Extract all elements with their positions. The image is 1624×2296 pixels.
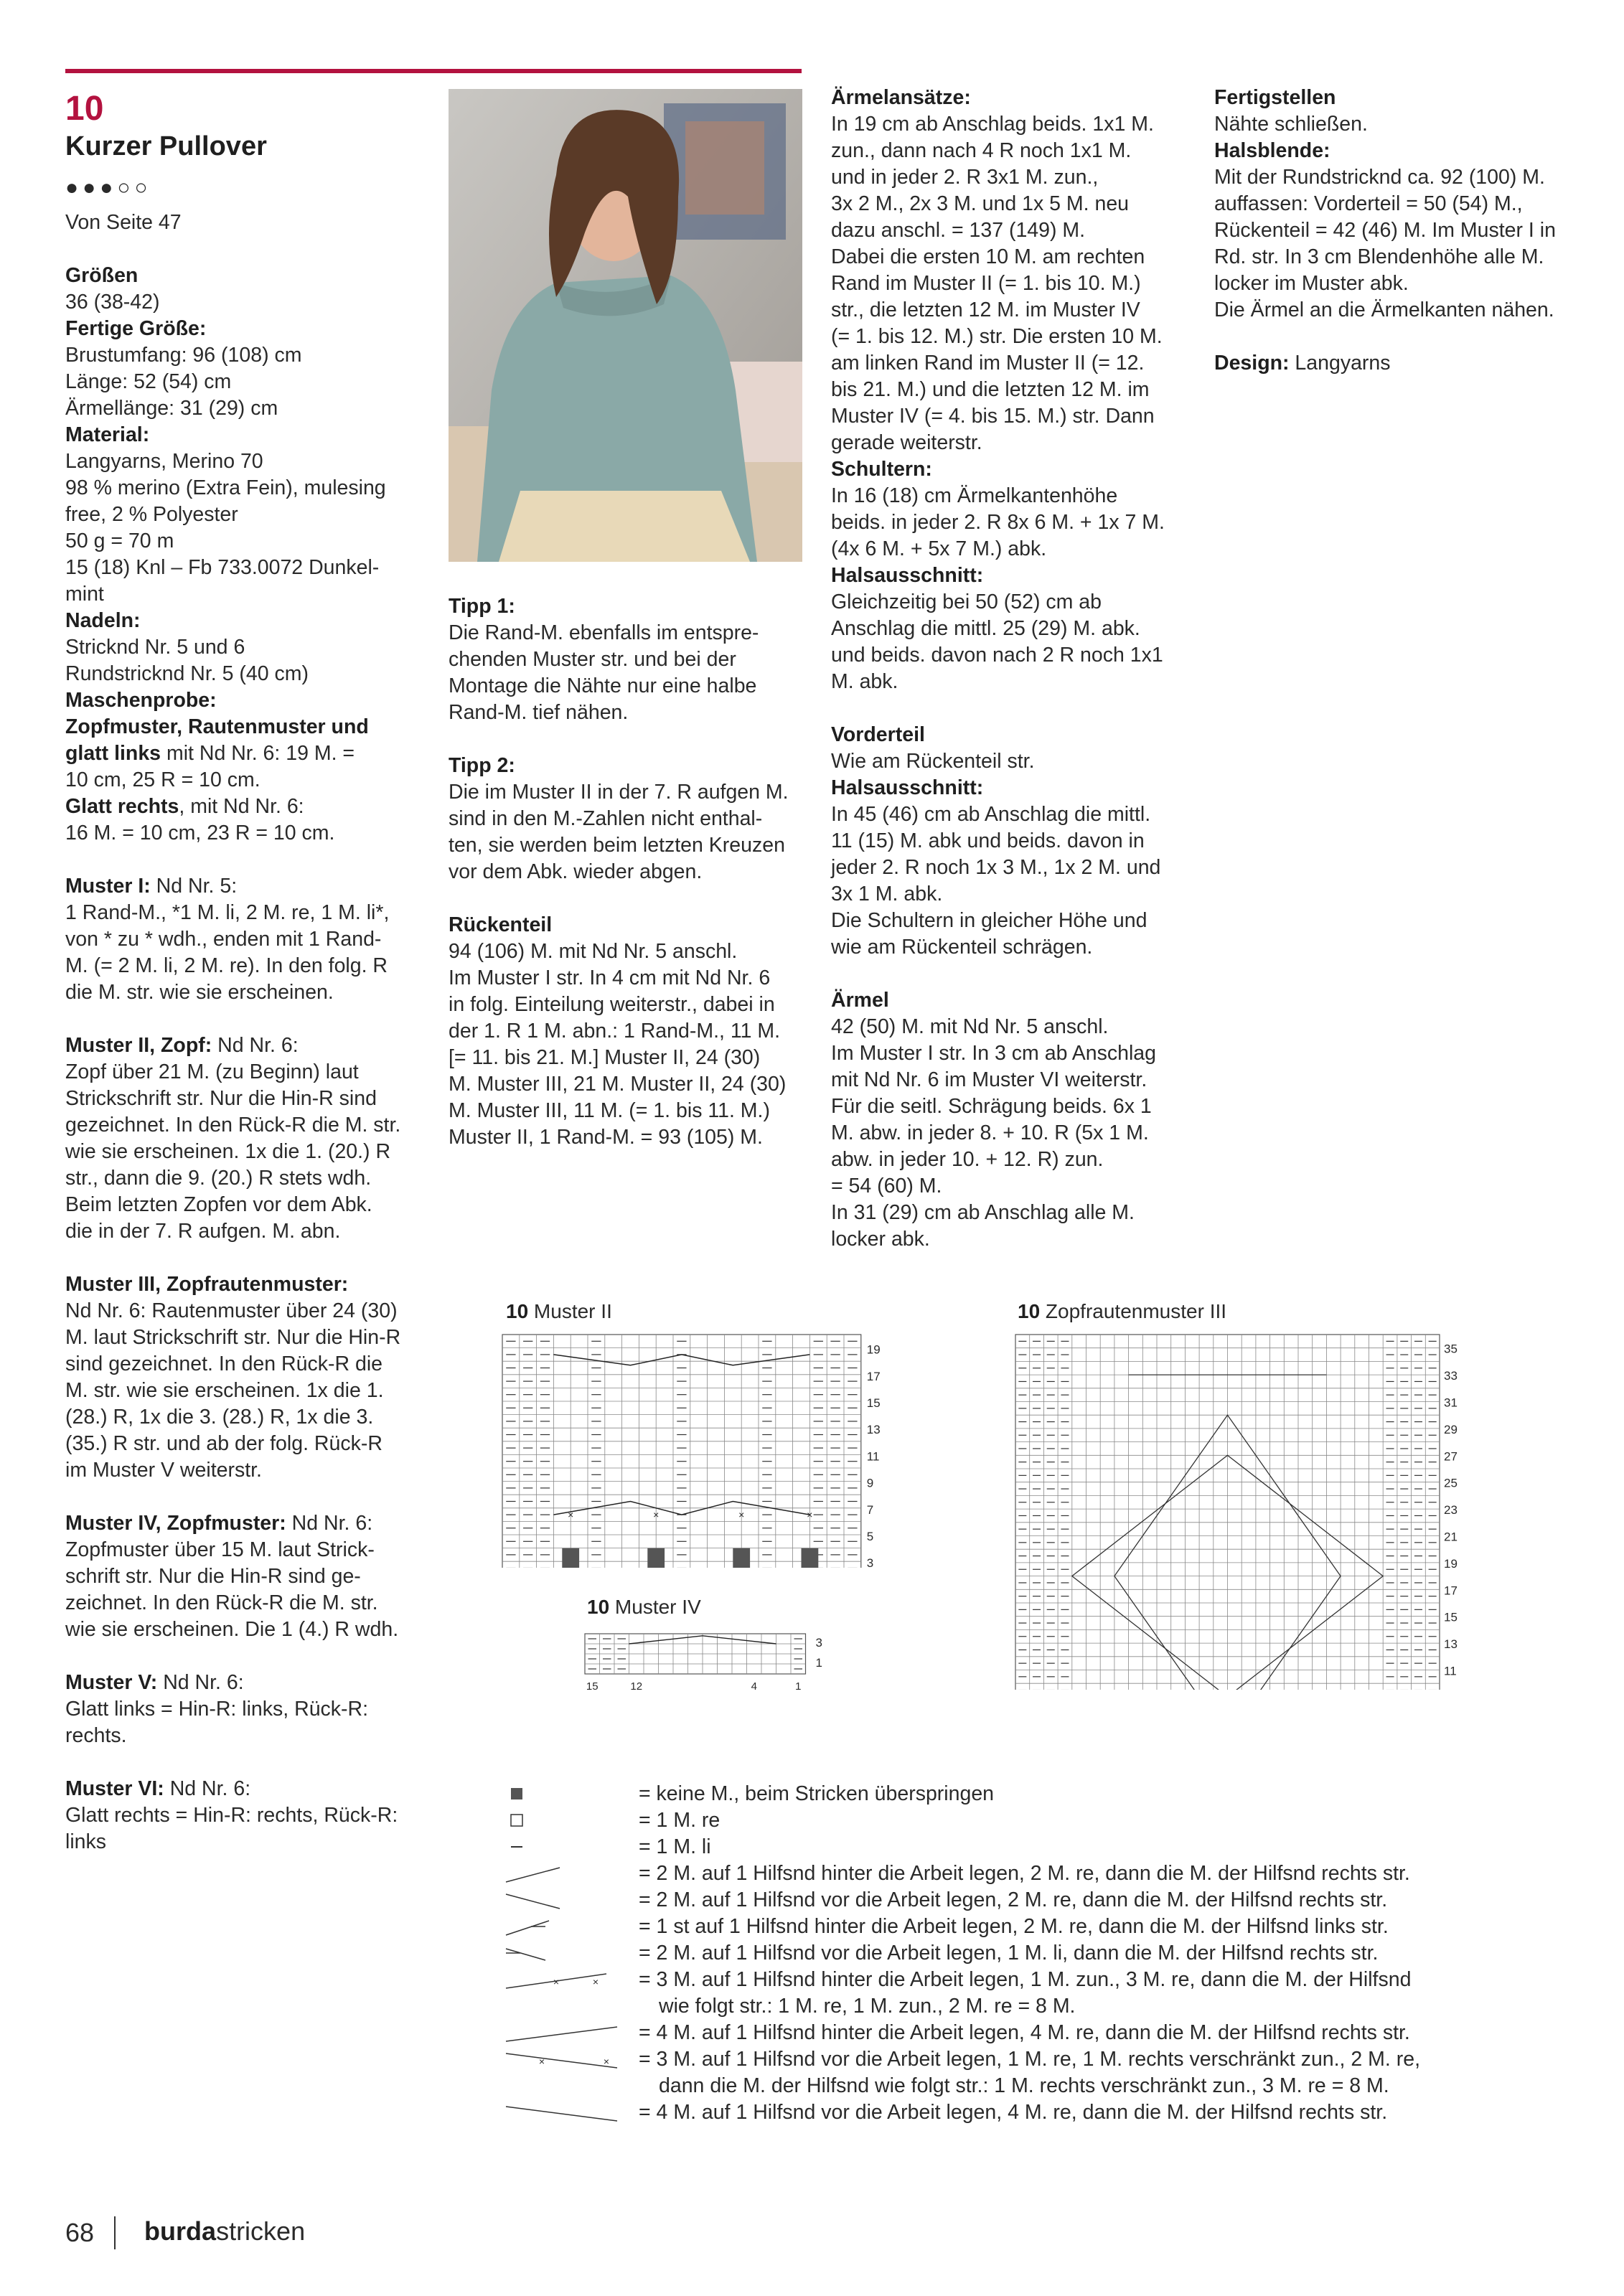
legend-text: = 3 M. auf 1 Hilfsnd vor die Arbeit legen, 1 M. re, 1 M. rechts verschränkt zun., 2 M. re,: [639, 2048, 1420, 2071]
back-heading: Rückenteil: [449, 913, 553, 936]
text-line: In 16 (18) cm Ärmelkantenhöhe: [831, 484, 1118, 507]
col-number: 1: [795, 1680, 802, 1693]
legend-text: = 1 M. re: [639, 1809, 721, 1832]
col-number: 4: [751, 1680, 757, 1693]
text-line: In 19 cm ab Anschlag beids. 1x1 M.: [831, 113, 1154, 136]
increase-mark: ×: [592, 1976, 599, 1987]
text-line: M. Muster III, 11 M. (= 1. bis 11. M.): [449, 1099, 770, 1122]
text-line: M. Muster III, 21 M. Muster II, 24 (30): [449, 1073, 787, 1096]
increase-mark: ×: [553, 1976, 560, 1987]
legend-text: = keine M., beim Stricken überspringen: [639, 1782, 995, 1805]
chart-m3-title: 10 Zopfrautenmuster III: [1018, 1300, 1227, 1322]
text-line: 1 Rand-M., *1 M. li, 2 M. re, 1 M. li*,: [65, 901, 390, 924]
text-line: M. (= 2 M. li, 2 M. re). In den folg. R: [65, 954, 388, 977]
finish-text: [1214, 111, 1573, 138]
design-text: Langyarns: [1289, 352, 1391, 375]
sleeves-text: [831, 1014, 1190, 1253]
row-number: 11: [866, 1449, 880, 1464]
increase-mark: ×: [653, 1509, 660, 1521]
gauge-text-2: mit Nd Nr. 6: 19 M. =: [161, 742, 355, 765]
text-line: Rückenteil = 42 (46) M. Im Muster I in: [1214, 219, 1556, 242]
legend-row: [502, 1887, 1521, 1914]
legend-symbol: [502, 2046, 632, 2073]
text-line: wie sie erscheinen. Die 1 (4.) R wdh.: [65, 1618, 399, 1641]
text-line: 98 % merino (Extra Fein), mulesing: [65, 476, 386, 499]
text-line: locker im Muster abk.: [1214, 272, 1409, 295]
text-line: free, 2 % Polyester: [65, 503, 238, 526]
row-number: 35: [1444, 1342, 1458, 1356]
row-number: 3: [815, 1636, 822, 1650]
legend-row: [502, 1781, 1521, 1807]
text-line: abw. in jeder 10. + 12. R) zun.: [831, 1148, 1104, 1171]
chart-grid-frame: [502, 1335, 861, 1568]
text-line: 3x 2 M., 2x 3 M. und 1x 5 M. neu: [831, 192, 1130, 215]
no-stitch-block: [802, 1548, 819, 1568]
row-number: 31: [1444, 1396, 1458, 1410]
text-line: wie sie erscheinen. 1x die 1. (20.) R: [65, 1140, 391, 1163]
text-line: rechts.: [65, 1724, 127, 1747]
no-stitch-block: [733, 1548, 750, 1568]
legend-symbol: [502, 1807, 632, 1834]
gauge-bold-1: Zopfmuster, Rautenmuster und: [65, 715, 369, 738]
shoulders-heading: Schultern:: [831, 458, 932, 481]
text-line: Im Muster I str. In 3 cm ab Anschlag: [831, 1042, 1157, 1065]
col-number: 12: [630, 1680, 643, 1693]
legend-symbol: [502, 2020, 632, 2046]
legend-symbol: [502, 1781, 632, 1807]
text-line: Anschlag die mittl. 25 (29) M. abk.: [831, 617, 1140, 640]
muster5-heading: Muster V:: [65, 1671, 158, 1694]
row-number: 17: [866, 1369, 881, 1383]
finished-list: [65, 342, 424, 422]
sizes-text: 36 (38-42): [65, 291, 160, 314]
pattern-title: Kurzer Pullover: [65, 131, 267, 161]
chart-legend: [502, 1781, 1521, 2126]
legend-text: = 2 M. auf 1 Hilfsnd vor die Arbeit legen, 1 M. li, dann die M. der Hilfsnd rechts str.: [639, 1942, 1379, 1965]
text-line: Länge: 52 (54) cm: [65, 370, 232, 393]
text-line: Die Rand-M. ebenfalls im entspre-: [449, 621, 759, 644]
legend-text: = 1 M. li: [639, 1835, 711, 1858]
legend-symbol: [502, 2073, 632, 2099]
legend-symbol: [502, 1967, 632, 1993]
cable-symbol: [506, 1868, 560, 1882]
front-text: [831, 748, 1190, 775]
row-number: 3: [866, 1556, 874, 1568]
material-heading: Material:: [65, 423, 150, 446]
text-line: und in jeder 2. R 3x1 M. zun.,: [831, 166, 1099, 189]
muster2-text: [65, 1059, 424, 1245]
muster6-text: [65, 1802, 424, 1855]
muster4-text: [65, 1537, 424, 1643]
gauge-text-5: 16 M. = 10 cm, 23 R = 10 cm.: [65, 822, 335, 844]
legend-symbol: [502, 1914, 632, 1940]
text-line: In 45 (46) cm ab Anschlag die mittl.: [831, 803, 1151, 826]
cable-symbol: [506, 2027, 617, 2041]
text-line: vor dem Abk. wieder abgen.: [449, 860, 703, 883]
legend-row: [502, 1914, 1521, 1940]
cable-symbol: [506, 2053, 617, 2068]
text-line: Die im Muster II in der 7. R aufgen M.: [449, 781, 789, 804]
knit-symbol: [511, 1815, 522, 1826]
sleeve-set-text: [831, 111, 1190, 456]
row-number: 19: [1444, 1556, 1458, 1571]
legend-row: [502, 2073, 1521, 2099]
text-line: Rundstricknd Nr. 5 (40 cm): [65, 662, 309, 685]
from-page: Von Seite 47: [65, 211, 182, 234]
text-line: (28.) R, 1x die 3. (28.) R, 1x die 3.: [65, 1406, 374, 1429]
row-number: 5: [866, 1530, 874, 1543]
text-line: 11 (15) M. abk und beids. davon in: [831, 829, 1145, 852]
text-line: dazu anschl. = 137 (149) M.: [831, 219, 1086, 242]
text-line: M. str. wie sie erscheinen. 1x die 1.: [65, 1379, 384, 1402]
increase-mark: ×: [738, 1509, 745, 1521]
text-line: 94 (106) M. mit Nd Nr. 5 anschl.: [449, 940, 738, 963]
text-line: (35.) R str. und ab der folg. Rück-R: [65, 1432, 382, 1455]
text-line: beids. in jeder 2. R 8x 6 M. + 1x 7 M.: [831, 511, 1165, 534]
chart-m2-title: 10 Muster II: [506, 1300, 612, 1322]
design-heading: Design:: [1214, 352, 1290, 375]
legend-symbol: [502, 1940, 632, 1967]
sleeve-set-heading: Ärmelansätze:: [831, 86, 971, 109]
text-line: die M. str. wie sie erscheinen.: [65, 981, 334, 1004]
text-line: Glatt links = Hin-R: links, Rück-R:: [65, 1698, 369, 1721]
muster2-needle: Nd Nr. 6:: [212, 1034, 299, 1057]
row-number: 33: [1444, 1369, 1458, 1383]
difficulty-rating: ●●●○○: [65, 176, 152, 199]
sleeves-heading: Ärmel: [831, 989, 889, 1012]
text-line: locker abk.: [831, 1228, 930, 1251]
text-line: Rand im Muster II (= 1. bis 10. M.): [831, 272, 1141, 295]
chart-muster-3: [1008, 1331, 1503, 1690]
text-line: Rd. str. In 3 cm Blendenhöhe alle M.: [1214, 245, 1544, 268]
no-stitch-symbol: [511, 1788, 522, 1799]
column-4: [1214, 85, 1573, 377]
text-line: str., dann die 9. (20.) R stets wdh.: [65, 1167, 372, 1190]
model-photo: [449, 89, 802, 562]
chart-m4-title: 10 Muster IV: [587, 1596, 701, 1618]
legend-symbol: [502, 1887, 632, 1914]
band-text: [1214, 164, 1573, 324]
row-number: 19: [866, 1342, 881, 1357]
row-number: 27: [1444, 1449, 1458, 1464]
text-line: Nähte schließen.: [1214, 113, 1368, 136]
finished-heading: Fertige Größe:: [65, 317, 207, 340]
finish-heading: Fertigstellen: [1214, 86, 1336, 109]
cable-symbol: [506, 2107, 617, 2121]
back-text: [449, 938, 807, 1151]
legend-symbol: [502, 2099, 632, 2126]
tip2-text: [449, 779, 807, 885]
legend-row: [502, 1860, 1521, 1887]
column-3: [831, 85, 1190, 1253]
text-line: wie am Rückenteil schrägen.: [831, 936, 1093, 959]
text-line: str., die letzten 12 M. im Muster IV: [831, 298, 1140, 321]
text-line: Im Muster I str. In 4 cm mit Nd Nr. 6: [449, 966, 771, 989]
no-stitch-block: [647, 1548, 665, 1568]
legend-row: [502, 1967, 1521, 1993]
front-neck-text: [831, 801, 1190, 961]
text-line: 15 (18) Knl – Fb 733.0072 Dunkel-: [65, 556, 380, 579]
text-line: mint: [65, 583, 104, 606]
text-line: Mit der Rundstricknd ca. 92 (100) M.: [1214, 166, 1545, 189]
legend-row: [502, 1940, 1521, 1967]
text-line: gerade weiterstr.: [831, 431, 982, 454]
text-line: Muster IV (= 4. bis 15. M.) str. Dann: [831, 405, 1155, 428]
header-rule: [65, 69, 802, 73]
text-line: = 54 (60) M.: [831, 1175, 942, 1198]
text-line: chenden Muster str. und bei der: [449, 648, 736, 671]
chart-muster-2: [495, 1331, 897, 1568]
cable-symbol: [506, 1894, 560, 1909]
legend-row: [502, 2020, 1521, 2046]
legend-text: = 3 M. auf 1 Hilfsnd hinter die Arbeit legen, 1 M. zun., 3 M. re, dann die M. der Hilfsnd: [639, 1968, 1412, 1991]
legend-text: = 2 M. auf 1 Hilfsnd hinter die Arbeit legen, 2 M. re, dann die M. der Hilfsnd rechts str.: [639, 1862, 1410, 1885]
legend-symbol: [502, 1860, 632, 1887]
legend-row: [502, 2099, 1521, 2126]
legend-row: [502, 1834, 1521, 1860]
front-heading: Vorderteil: [831, 723, 925, 746]
text-line: M. laut Strickschrift str. Nur die Hin-R: [65, 1326, 401, 1349]
text-line: Zopfmuster über 15 M. laut Strick-: [65, 1538, 375, 1561]
text-line: Montage die Nähte nur eine halbe: [449, 674, 757, 697]
text-line: Die Schultern in gleicher Höhe und: [831, 909, 1147, 932]
row-number: 15: [1444, 1610, 1458, 1624]
text-line: Wie am Rückenteil str.: [831, 750, 1035, 773]
text-line: Die Ärmel an die Ärmelkanten nähen.: [1214, 298, 1554, 321]
text-line: Langyarns, Merino 70: [65, 450, 263, 473]
text-line: (4x 6 M. + 5x 7 M.) abk.: [831, 537, 1047, 560]
text-line: gezeichnet. In den Rück-R die M. str.: [65, 1114, 401, 1137]
text-line: schrift str. Nur die Hin-R sind ge-: [65, 1565, 361, 1588]
text-line: die in der 7. R aufgen. M. abn.: [65, 1220, 341, 1243]
column-1: [65, 85, 424, 1855]
text-line: ten, sie werden beim letzten Kreuzen: [449, 834, 785, 857]
text-line: Brustumfang: 96 (108) cm: [65, 344, 302, 367]
column-2: [449, 593, 807, 1151]
row-number: 11: [1444, 1664, 1457, 1678]
row-number: 25: [1444, 1476, 1458, 1490]
row-number: 1: [815, 1656, 822, 1670]
muster6-heading: Muster VI:: [65, 1777, 164, 1800]
row-number: 13: [866, 1423, 881, 1437]
legend-row: [502, 1993, 1521, 2020]
row-number: 13: [1444, 1637, 1458, 1652]
text-line: am linken Rand im Muster II (= 12.: [831, 352, 1145, 375]
text-line: [= 11. bis 21. M.] Muster II, 24 (30): [449, 1046, 761, 1069]
text-line: Beim letzten Zopfen vor dem Abk.: [65, 1193, 372, 1216]
text-line: (= 1. bis 12. M.) str. Die ersten 10 M.: [831, 325, 1163, 348]
text-line: 42 (50) M. mit Nd Nr. 5 anschl.: [831, 1015, 1109, 1038]
text-line: Zopf über 21 M. (zu Beginn) laut: [65, 1060, 359, 1083]
pattern-number: 10: [65, 90, 104, 128]
text-line: Ärmellänge: 31 (29) cm: [65, 397, 278, 420]
text-line: In 31 (29) cm ab Anschlag alle M.: [831, 1201, 1135, 1224]
needles-heading: Nadeln:: [65, 609, 141, 632]
text-line: bis 21. M.) und die letzten 12 M. im: [831, 378, 1150, 401]
band-heading: Halsblende:: [1214, 139, 1330, 162]
gauge-bold-4: Glatt rechts: [65, 795, 179, 818]
muster4-heading: Muster IV, Zopfmuster:: [65, 1512, 286, 1535]
text-line: der 1. R 1 M. abn.: 1 Rand-M., 11 M.: [449, 1020, 780, 1043]
row-number: 17: [1444, 1584, 1458, 1598]
text-line: Stricknd Nr. 5 und 6: [65, 636, 245, 659]
text-line: mit Nd Nr. 6 im Muster VI weiterstr.: [831, 1068, 1147, 1091]
chart-muster-4: [578, 1625, 850, 1693]
row-number: 7: [866, 1502, 874, 1517]
text-line: Glatt rechts = Hin-R: rechts, Rück-R:: [65, 1804, 398, 1827]
neck-heading: Halsausschnitt:: [831, 564, 984, 587]
text-line: Strickschrift str. Nur die Hin-R sind: [65, 1087, 377, 1110]
gauge-text-4: , mit Nd Nr. 6:: [179, 795, 304, 818]
legend-text: = 4 M. auf 1 Hilfsnd vor die Arbeit legen, 4 M. re, dann die M. der Hilfsnd rechts str.: [639, 2101, 1388, 2124]
cable-symbol: [506, 1949, 545, 1960]
increase-mark: ×: [807, 1509, 813, 1521]
text-line: von * zu * wdh., enden mit 1 Rand-: [65, 928, 382, 951]
legend-row: [502, 1807, 1521, 1834]
legend-text: dann die M. der Hilfsnd wie folgt str.: 1 M. rechts verschränkt zun., 3 M. re = 8 M.: [659, 2074, 1389, 2097]
text-line: M. abw. in jeder 8. + 10. R (5x 1 M.: [831, 1121, 1149, 1144]
text-line: Nd Nr. 6: Rautenmuster über 24 (30): [65, 1299, 398, 1322]
text-line: Rand-M. tief nähen.: [449, 701, 629, 724]
material-list: [65, 448, 424, 608]
no-stitch-block: [562, 1548, 579, 1568]
page-footer: [65, 2213, 305, 2251]
legend-symbol: [502, 1993, 632, 2020]
text-line: links: [65, 1830, 107, 1853]
gauge-bold-2: glatt links: [65, 742, 161, 765]
text-line: 3x 1 M. abk.: [831, 883, 943, 905]
tip2-heading: Tipp 2:: [449, 754, 515, 777]
text-line: Gleichzeitig bei 50 (52) cm ab: [831, 591, 1102, 613]
gauge-text-3: 10 cm, 25 R = 10 cm.: [65, 768, 261, 791]
row-number: 21: [1444, 1530, 1458, 1544]
text-line: in folg. Einteilung weiterstr., dabei in: [449, 993, 775, 1016]
text-line: im Muster V weiterstr.: [65, 1459, 262, 1482]
muster5-needle: Nd Nr. 6:: [157, 1671, 244, 1694]
muster3-heading: Muster III, Zopfrautenmuster:: [65, 1273, 349, 1296]
col-number: 15: [586, 1680, 599, 1693]
legend-text: wie folgt str.: 1 M. re, 1 M. zun., 2 M. re = 8 M.: [659, 1995, 1076, 2018]
neck-text: [831, 589, 1190, 695]
text-line: Muster II, 1 Rand-M. = 93 (105) M.: [449, 1126, 763, 1149]
legend-symbol: [502, 1834, 632, 1860]
muster4-needle: Nd Nr. 6:: [286, 1512, 373, 1535]
sizes-heading: Größen: [65, 264, 139, 287]
text-line: Für die seitl. Schrägung beids. 6x 1: [831, 1095, 1152, 1118]
magazine-brand: burdastricken: [144, 2216, 306, 2246]
muster5-text: [65, 1696, 424, 1749]
text-line: 50 g = 70 m: [65, 530, 174, 552]
legend-text: = 1 st auf 1 Hilfsnd hinter die Arbeit legen, 2 M. re, dann die M. der Hilfsnd links str.: [639, 1915, 1389, 1938]
row-number: 29: [1444, 1422, 1458, 1436]
muster1-heading: Muster I:: [65, 875, 151, 898]
muster1-text: [65, 900, 424, 1006]
increase-mark: ×: [603, 2056, 610, 2067]
needles-list: [65, 634, 424, 687]
row-number: 9: [866, 1476, 874, 1490]
text-line: zun., dann nach 4 R noch 1x1 M.: [831, 139, 1132, 162]
increase-mark: ×: [568, 1509, 574, 1521]
text-line: Dabei die ersten 10 M. am rechten: [831, 245, 1145, 268]
text-line: jeder 2. R noch 1x 3 M., 1x 2 M. und: [831, 856, 1161, 879]
text-line: sind in den M.-Zahlen nicht enthal-: [449, 807, 763, 830]
legend-text: = 4 M. auf 1 Hilfsnd hinter die Arbeit legen, 4 M. re, dann die M. der Hilfsnd rechts str.: [639, 2021, 1410, 2044]
text-line: auffassen: Vorderteil = 50 (54) M.,: [1214, 192, 1523, 215]
shoulders-text: [831, 483, 1190, 563]
legend-row: [502, 2046, 1521, 2073]
muster2-heading: Muster II, Zopf:: [65, 1034, 212, 1057]
row-number: 23: [1444, 1503, 1458, 1518]
row-number: 15: [866, 1396, 881, 1410]
muster1-needle: Nd Nr. 5:: [150, 875, 238, 898]
legend-text: = 2 M. auf 1 Hilfsnd vor die Arbeit legen, 2 M. re, dann die M. der Hilfsnd rechts str.: [639, 1888, 1388, 1911]
increase-mark: ×: [538, 2056, 545, 2067]
page-number: 68: [65, 2218, 95, 2248]
front-neck-heading: Halsausschnitt:: [831, 776, 984, 799]
tip1-text: [449, 620, 807, 726]
text-line: M. abk.: [831, 670, 898, 693]
tip1-heading: Tipp 1:: [449, 595, 515, 618]
text-line: sind gezeichnet. In den Rück-R die: [65, 1352, 383, 1375]
text-line: zeichnet. In den Rück-R die M. str.: [65, 1591, 378, 1614]
text-line: und beids. davon nach 2 R noch 1x1: [831, 644, 1163, 667]
gauge-heading: Maschenprobe:: [65, 689, 217, 712]
cable-symbol: [506, 1921, 549, 1935]
muster3-text: [65, 1298, 424, 1484]
muster6-needle: Nd Nr. 6:: [164, 1777, 251, 1800]
